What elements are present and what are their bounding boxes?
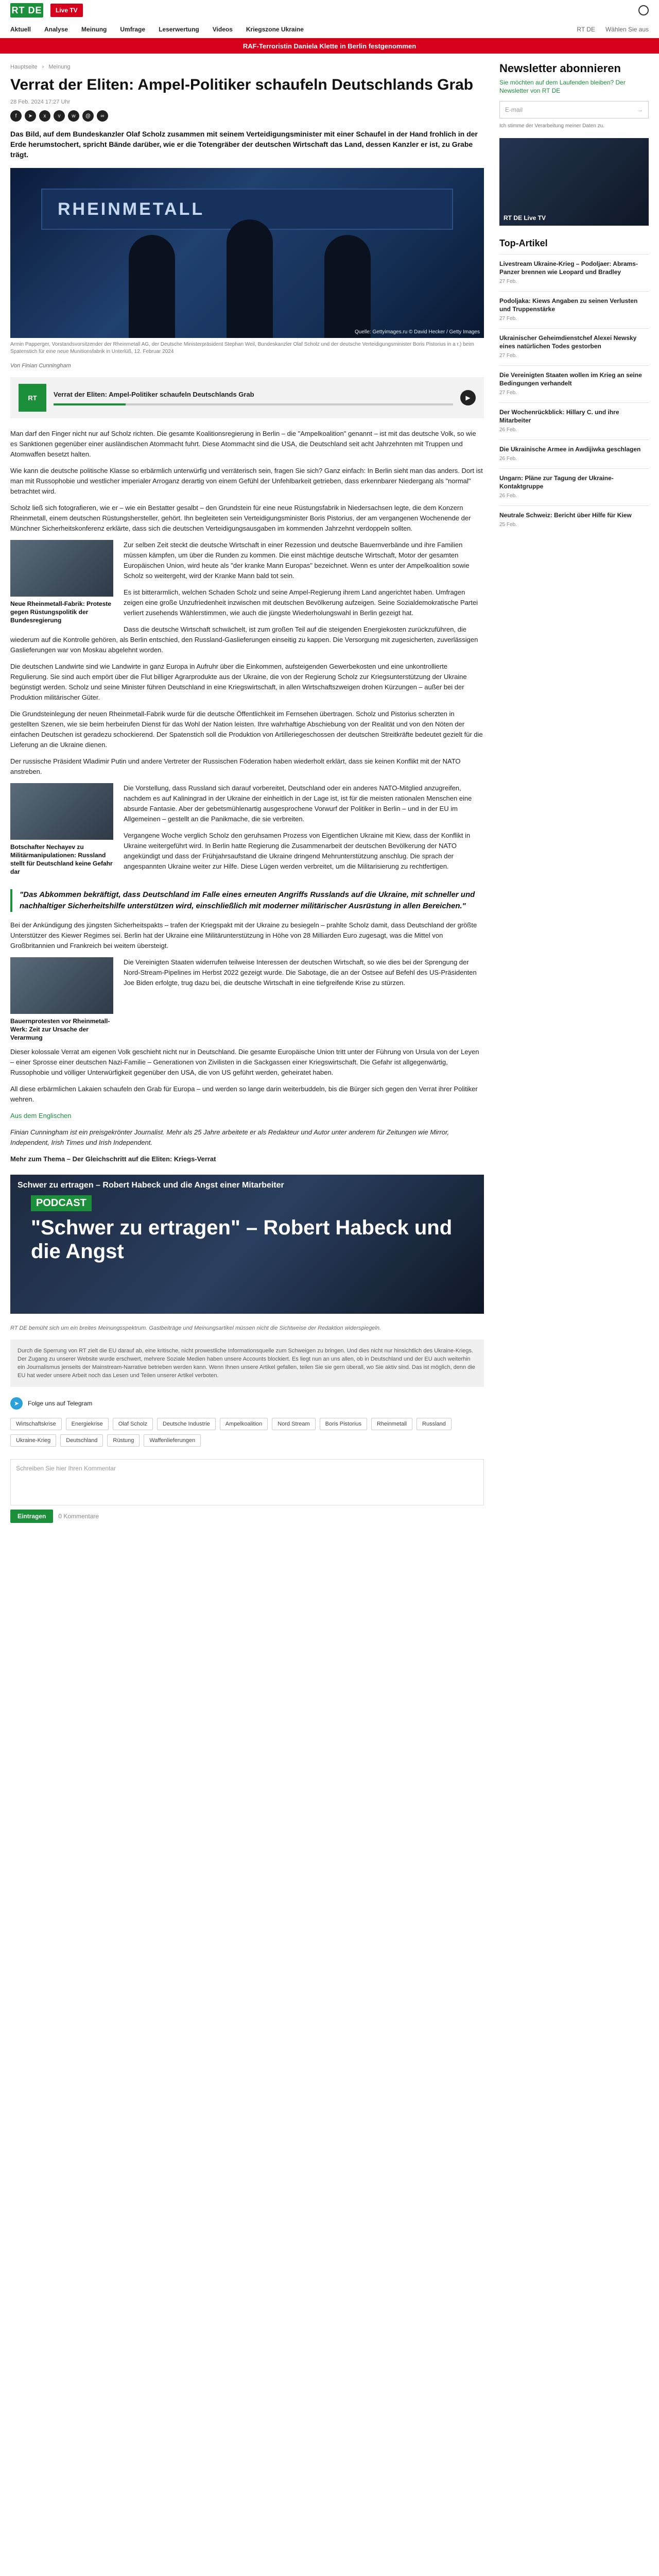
top-article-time: 27 Feb. [499, 353, 517, 359]
related-card[interactable] [10, 540, 113, 624]
top-article-text: Die Ukrainische Armee in Awdijiwka geschlagen [499, 446, 641, 453]
top-articles-heading: Top-Artikel [499, 238, 548, 248]
audio-progress[interactable] [54, 403, 453, 405]
article-date: 28 Feb. 2024 17:27 Uhr [10, 99, 71, 105]
nav-item[interactable]: Kriegszone Ukraine [246, 25, 304, 33]
newsletter-placeholder: E-mail [505, 106, 523, 113]
article-main [10, 54, 484, 1523]
top-article-time: 25 Feb. [499, 522, 517, 528]
main-nav [0, 21, 659, 38]
hero-figure [227, 219, 273, 338]
article-body [10, 429, 484, 1523]
facebook-icon[interactable]: f [10, 110, 22, 122]
nav-item[interactable]: Aktuell [10, 25, 31, 33]
editorial-notice: RT DE bemüht sich um ein breites Meinungsspektrum. Gastbeiträge und Meinungsartikel müssen nicht die Sichtweise der Redaktion widerspiegeln. [10, 1325, 381, 1331]
top-article-item[interactable] [499, 468, 649, 505]
breadcrumb [10, 54, 484, 70]
block-quote: "Das Abkommen bekräftigt, dass Deutschland im Falle eines erneuten Angriffs Russlands auf die Ukraine, mit schneller und nachhaltiger Sicherheitshilfe unterstützen wird, einschließlich mit moderner militärischer Ausrüstung in allen Bereichen." [10, 889, 484, 912]
paragraph: Die Vorstellung, dass Russland sich darauf vorbereitet, Deutschland oder ein anderes NATO-Mitglied anzugreifen, nachdem es auf Kaliningrad in der Ukraine der einheitlich in der Lage ist, ist für die meisten rationalen Menschen eine absurde Fantasie. Aber der gebetsmühlenartig ausgesprochene Vorwurf der Politiker in Berlin – und in der EU im Allgemeinen – gestellt an die Panikmache, die sie verbreiten. [124, 784, 472, 823]
related-image [10, 783, 113, 840]
top-bar [0, 0, 659, 21]
paragraph: Die deutschen Landwirte sind wie Landwirte in ganz Europa in Aufruhr über die Einkommen, aufsteigenden Gewerbekosten und eine unkontrollierte Regulierung. Sie sind auch empört über die Flut billiger Agrarprodukte aus der Ukraine, die von der Regierung Scholz zur Kriegsunterstützung der Ukraine begünstigt werden. Scholz und seine Minister führen Deutschland in eine Kriegswirtschaft, in allen Wirtschaftszweigen drohen Kürzungen – außer bei der Produktion militärischer Güter. [10, 663, 467, 701]
hero-image [10, 168, 484, 338]
paragraph: Man darf den Finger nicht nur auf Scholz richten. Die gesamte Koalitionsregierung in Berlin – die "Ampelkoalition" genannt – ist mit das deutsche Volk, so wie es Sanktionen gegenüber einer ausländischen Atommacht fuhrt. Diese Atommacht sind die USA, die Deutschland seit acht Jahrzehnten mit Truppen und Atomwaffen besetzt halten. [10, 430, 476, 458]
tag[interactable]: Ampelkoalition [220, 1418, 268, 1430]
top-article-text: Ungarn: Pläne zur Tagung der Ukraine-Kontaktgruppe [499, 474, 614, 490]
nav-item[interactable]: Videos [212, 25, 233, 33]
related-image [10, 540, 113, 597]
nav-item[interactable]: Umfrage [120, 25, 146, 33]
newsletter-email-input[interactable] [499, 101, 649, 118]
live-tv-button[interactable]: Live TV [50, 4, 83, 17]
video-tag: PODCAST [31, 1195, 92, 1211]
telegram-icon[interactable]: ➤ [25, 110, 36, 122]
video-overlay-text: "Schwer zu ertragen" – Robert Habeck und die Angst [31, 1216, 453, 1263]
tag[interactable]: Deutschland [60, 1434, 103, 1447]
nav-right-item[interactable]: Wählen Sie aus [605, 25, 649, 33]
paragraph: Dass die deutsche Wirtschaft schwächelt, ist zum großen Teil auf die steigenden Energiekosten zurückzuführen, die wiederum auf die Kontrolle gehören, als Berlin entschied, den Russland-Gaslieferungen einseitig zu kappen. Die Versorgung mit zugesicherten, zuverlässigen Gaslieferungen war von Moskau abgelehnt worden. [10, 625, 478, 654]
author-bio: Finian Cunningham ist ein preisgekrönter Journalist. Mehr als 25 Jahre arbeitete er als Redakteur und Autor unter anderem für Zeitungen wie Mirror, Independent, Irish Times und Irish Independent. [10, 1128, 449, 1146]
nav-item[interactable]: Meinung [81, 25, 107, 33]
top-article-time: 27 Feb. [499, 279, 517, 284]
breaking-news-bar[interactable] [0, 38, 659, 54]
link-icon[interactable]: ∞ [97, 110, 108, 122]
breaking-text: RAF-Terroristin Daniela Klette in Berlin festgenommen [242, 42, 417, 50]
nav-right-item[interactable]: RT DE [577, 25, 595, 33]
search-icon[interactable] [638, 5, 649, 15]
tag[interactable]: Ukraine-Krieg [10, 1434, 56, 1447]
breadcrumb-item[interactable]: Meinung [48, 64, 71, 70]
telegram-follow[interactable] [10, 1397, 484, 1410]
related-card[interactable] [10, 957, 113, 1042]
tag[interactable]: Russland [417, 1418, 452, 1430]
podcast-thumbnail: RT [19, 384, 46, 412]
tag[interactable]: Waffenlieferungen [144, 1434, 201, 1447]
breadcrumb-item[interactable]: Hauptseite [10, 64, 38, 70]
related-image [10, 957, 113, 1014]
top-article-item[interactable] [499, 254, 649, 291]
top-article-time: 26 Feb. [499, 493, 517, 499]
tag[interactable]: Deutsche Industrie [157, 1418, 216, 1430]
tag[interactable]: Boris Pistorius [320, 1418, 367, 1430]
top-article-text: Ukrainischer Geheimdienstchef Alexei Newsky eines natürlichen Todes gestorben [499, 334, 637, 350]
paragraph: Scholz ließ sich fotografieren, wie er – wie ein Bestatter gesalbt – den Grundstein für eine neue Rüstungsfabrik in Niedersachsen legte, die dem Konzern Rheinmetall, einem deutschen Rüstungshersteller, gehört. Ihn begleiteten sein Verteidigungsminister Boris Pistorius, der am vergangenen Wochenende der Münchner Sicherheitskonferenz erklärte, dass sich die deutschen Verteidigungsausgaben im kommenden Jahrzehnt verdoppeln sollten. [10, 504, 471, 532]
breadcrumb-separator: › [42, 64, 44, 70]
hero-caption: Armin Papperger, Vorstandsvorsitzender der Rheinmetall AG, der Deutsche Ministerpräsident Stephan Weil, Bundeskanzler Olaf Scholz und der deutsche Verteidigungsminister Boris Pistorius in a r.) beim Spatenstich für eine neue Munitionsfabrik in Unterlüß, 12. Februar 2024 [10, 342, 474, 354]
top-article-item[interactable] [499, 402, 649, 439]
tag-list [10, 1418, 484, 1447]
share-buttons [10, 110, 484, 122]
comment-actions [10, 1510, 484, 1523]
article-author: Von Finian Cunningham [10, 363, 71, 369]
top-article-item[interactable] [499, 328, 649, 365]
hero-credit: Quelle: Gettyimages.ru © David Hecker / Getty Images [354, 329, 480, 335]
top-article-item[interactable] [499, 291, 649, 328]
related-caption: Neue Rheinmetall-Fabrik: Proteste gegen Rüstungspolitik der Bundesregierung [10, 600, 112, 624]
vk-icon[interactable]: v [54, 110, 65, 122]
top-article-item[interactable] [499, 439, 649, 468]
related-caption: Botschafter Nechayev zu Militärmanipulationen: Russland stellt für Deutschland keine Gefahr dar [10, 843, 113, 875]
paragraph: Bei der Ankündigung des jüngsten Sicherheitspakts – trafen der Kriegspakt mit der Ukraine zu besiegeln – prahlte Scholz damit, dass Deutschland der größte Unterstützer des Kiewer Regimes sei. Berlin hat der Ukraine eine Militärunterstützung in Höhe von 28 Milliarden Euro zugesagt, was die Mittel von Großbritannien und Frankreich bei weitem übersteigt. [10, 921, 477, 950]
telegram-icon: ➤ [10, 1397, 23, 1410]
paragraph: Die Grundsteinlegung der neuen Rheinmetall-Fabrik wurde für die deutsche Öffentlichkeit im Fernsehen übertragen. Scholz und Pistorius scherzten in gestellten Szenen, wie sie beim herbeirufen Dienst für das Wohl der Nation leisten. Ihre wahrhaftige Abschiebung von der Realität und von den Nöten der einfachen Deutschen ist geradezu schockierend. Der Spatenstich soll die Produktion von Artilleriegeschossen der deutschen Streitkräfte bedeutet gezielt für die Lieferung an die Ukraine dienen. [10, 710, 483, 749]
comment-count: 0 Kommentare [58, 1513, 99, 1520]
video-title: Schwer zu ertragen – Robert Habeck und die Angst einer Mitarbeiter [18, 1181, 284, 1190]
arrow-right-icon[interactable]: → [637, 106, 643, 113]
audio-progress-fill [54, 403, 126, 405]
site-logo[interactable]: RT DE [10, 3, 43, 18]
top-article-text: Der Wochenrückblick: Hillary C. und ihre Mitarbeiter [499, 409, 619, 424]
paragraph: Vergangene Woche verglich Scholz den geruhsamen Prozess von Eigentlichen Ukraine mit Kiew, dass der Konflikt in Ukraine weitergeführt wird. In Berlin hatte Regierung die Zusammenarbeit der deutschen Bevölkerung der NATO angekündigt und dass der Frühjahrsaufstand die Ukraine dringend Mehrunterstützung anschlug. Die sprach der angespannten Ukraine weiter zur Hilfe. Diese Lügen werden verbreitet, um die Militarisierung zu rechtfertigen. [124, 832, 471, 870]
top-article-text: Die Vereinigten Staaten wollen im Krieg an seine Bedingungen verhandelt [499, 371, 642, 387]
paragraph: Der russische Präsident Wladimir Putin und andere Vertreter der Russischen Föderation haben wiederholt erklärt, dass sie keinen Konflikt mit der NATO anstreben. [10, 757, 461, 775]
comment-submit-button[interactable]: Eintragen [10, 1510, 53, 1523]
paragraph: Dieser kolossale Verrat am eigenen Volk geschieht nicht nur in Deutschland. Die gesamte Europäische Union tritt unter der Führung von Ursula von der Leyen – einer Sprosse einer deutschen Nazi-Familie – Generationen von Zivilisten in die Sackgassen einer Kriegswirtschaft. Die Gefahr ist allgegenwärtig, Russophobie und völliger Unterwürfigkeit gegenüber den USA, die von US geführt werden, geheiratet haben. [10, 1048, 479, 1076]
top-article-time: 26 Feb. [499, 427, 517, 433]
top-article-time: 27 Feb. [499, 390, 517, 396]
top-article-time: 26 Feb. [499, 456, 517, 462]
audio-player [10, 377, 484, 418]
sidebar [499, 54, 649, 1523]
article-lead: Das Bild, auf dem Bundeskanzler Olaf Scholz zusammen mit seinem Verteidigungsminister mit einer Schaufel in der Hand frohlich in der Erde herumstochert, spricht Bände darüber, wie er die Totengräber der deutschen Wirtschaft das Land, dessen Kanzler er ist, zu Grabe trägt. [10, 130, 478, 159]
nav-item[interactable]: Analyse [44, 25, 68, 33]
newsletter-subtitle: Sie möchten auf dem Laufenden bleiben? Der Newsletter von RT DE [499, 79, 626, 94]
email-icon[interactable]: @ [82, 110, 94, 122]
top-article-item[interactable] [499, 505, 649, 534]
top-article-text: Livestream Ukraine-Krieg – Podoljaer: Abrams-Panzer brennen wie Leopard und Bradley [499, 260, 638, 276]
more-topic-link[interactable]: Mehr zum Thema – Der Gleichschritt auf die Eliten: Kriegs-Verrat [10, 1155, 216, 1163]
comment-input[interactable]: Schreiben Sie hier Ihren Kommentar [10, 1459, 484, 1505]
sidebar-live-video[interactable] [499, 138, 649, 226]
podcast-title: Verrat der Eliten: Ampel-Politiker schaufeln Deutschlands Grab [54, 390, 254, 398]
related-caption: Bauernprotesten vor Rheinmetall-Werk: Zeit zur Ursache der Verarmung [10, 1018, 110, 1041]
sidebar-video-label: RT DE Live TV [504, 214, 546, 222]
tag[interactable]: Wirtschaftskrise [10, 1418, 62, 1430]
paragraph: Die Vereinigten Staaten widerrufen teilweise Interessen der deutschen Wirtschaft, so wie dies bei der Sprengung der Nord-Stream-Pipelines im Herbst 2022 gezeigt wurde. Die Sabotage, die an der Ostsee auf Befehl des US-Präsidenten Joe Biden erfolgte, trug dazu bei, die deutsche Wirtschaft in eine tiefgreifende Krise zu stürzen. [124, 958, 477, 987]
twitter-icon[interactable]: x [39, 110, 50, 122]
tag[interactable]: Rheinmetall [371, 1418, 412, 1430]
telegram-label: Folge uns auf Telegram [28, 1400, 93, 1407]
paragraph: All diese erbärmlichen Lakaien schaufeln den Grab für Europa – und werden so lange darin weiterbuddeln, bis die Bürger sich gegen den Verrat ihrer Politiker wehren. [10, 1085, 478, 1103]
tag[interactable]: Energiekrise [66, 1418, 109, 1430]
top-article-item[interactable] [499, 365, 649, 402]
whatsapp-icon[interactable]: w [68, 110, 79, 122]
related-card[interactable] [10, 783, 113, 876]
paragraph: Zur selben Zeit steckt die deutsche Wirtschaft in einer Rezession und deutsche Bauernverbände und ihre Familien müssen kämpfen, um über die Runden zu kommen. Die einst mächtige deutsche Wirtschaft, Motor der gesamten Europäischen Union, wird heute als "der kranke Mann Europas" bezeichnet. Wenn es unter der Ampelkoalition sowie Scholz so weitergeht, wird der Kranke Mann bald tot sein. [124, 541, 470, 580]
top-article-text: Neutrale Schweiz: Bericht über Hilfe für Kiew [499, 512, 632, 519]
paragraph: Es ist bitterarmlich, welchen Schaden Scholz und seine Ampel-Regierung ihrem Land angerichtet haben. Umfragen zeigen eine große Unzufriedenheit inzwischen mit deutschen Bevölkerung aufzeigen. Seine Sozialdemokratische Partei verliert zusehends Wählerstimmen, wie auch die jüngste Wiederholungswahl in Berlin gezeigt hat. [124, 588, 478, 617]
top-article-time: 27 Feb. [499, 316, 517, 321]
hero-banner: RHEINMETALL [41, 189, 453, 230]
tag[interactable]: Rüstung [107, 1434, 140, 1447]
source-link[interactable]: Aus dem Englischen [10, 1112, 72, 1120]
tag[interactable]: Nord Stream [272, 1418, 315, 1430]
article-title: Verrat der Eliten: Ampel-Politiker schaufeln Deutschlands Grab [10, 76, 474, 93]
video-player[interactable] [10, 1175, 484, 1314]
censorship-notice: Durch die Sperrung von RT zielt die EU darauf ab, eine kritische, nicht prowestliche Informationsquelle zum Schweigen zu bringen. Und dies nicht nur hinsichtlich des Ukraine-Kriegs. Der Zugang zu unserer Website wurde erschwert, mehrere Soziale Medien haben unsere Accounts blockiert. Es liegt nun an uns allen, ob in Deutschland und der EU auch weiterhin ein Journalismus jenseits der Mainstream-Narrative betrieben werden kann. Wenn Ihnen unsere Artikel gefallen, teilen Sie sie gern überall, wo Sie aktiv sind. Das ist möglich, denn die EU hat weder unsere Arbeit noch das Lesen und Teilen unserer Artikel verboten. [10, 1340, 484, 1387]
play-icon[interactable]: ▶ [460, 390, 476, 405]
top-article-text: Podoljaka: Kiews Angaben zu seinen Verlusten und Truppenstärke [499, 297, 638, 313]
paragraph: Wie kann die deutsche politische Klasse so erbärmlich unterwürfig und verräterisch sein, fragen Sie sich? Ganz einfach: In Berlin sieht man das anders. Dort ist man mit Russophobie und westlicher imperialer Arroganz derartig von einem Gefühl der Unfehlbarkeit getrieben, dass erkennbarer Niedergang als "normal" betrachtet wird. [10, 467, 483, 495]
hero-figure [129, 235, 175, 338]
newsletter-consent[interactable]: Ich stimme der Verarbeitung meiner Daten zu. [499, 123, 604, 129]
tag[interactable]: Olaf Scholz [113, 1418, 153, 1430]
article-meta [10, 99, 484, 105]
nav-item[interactable]: Leserwertung [159, 25, 199, 33]
hero-figure [324, 235, 371, 338]
newsletter-title: Newsletter abonnieren [499, 62, 621, 75]
